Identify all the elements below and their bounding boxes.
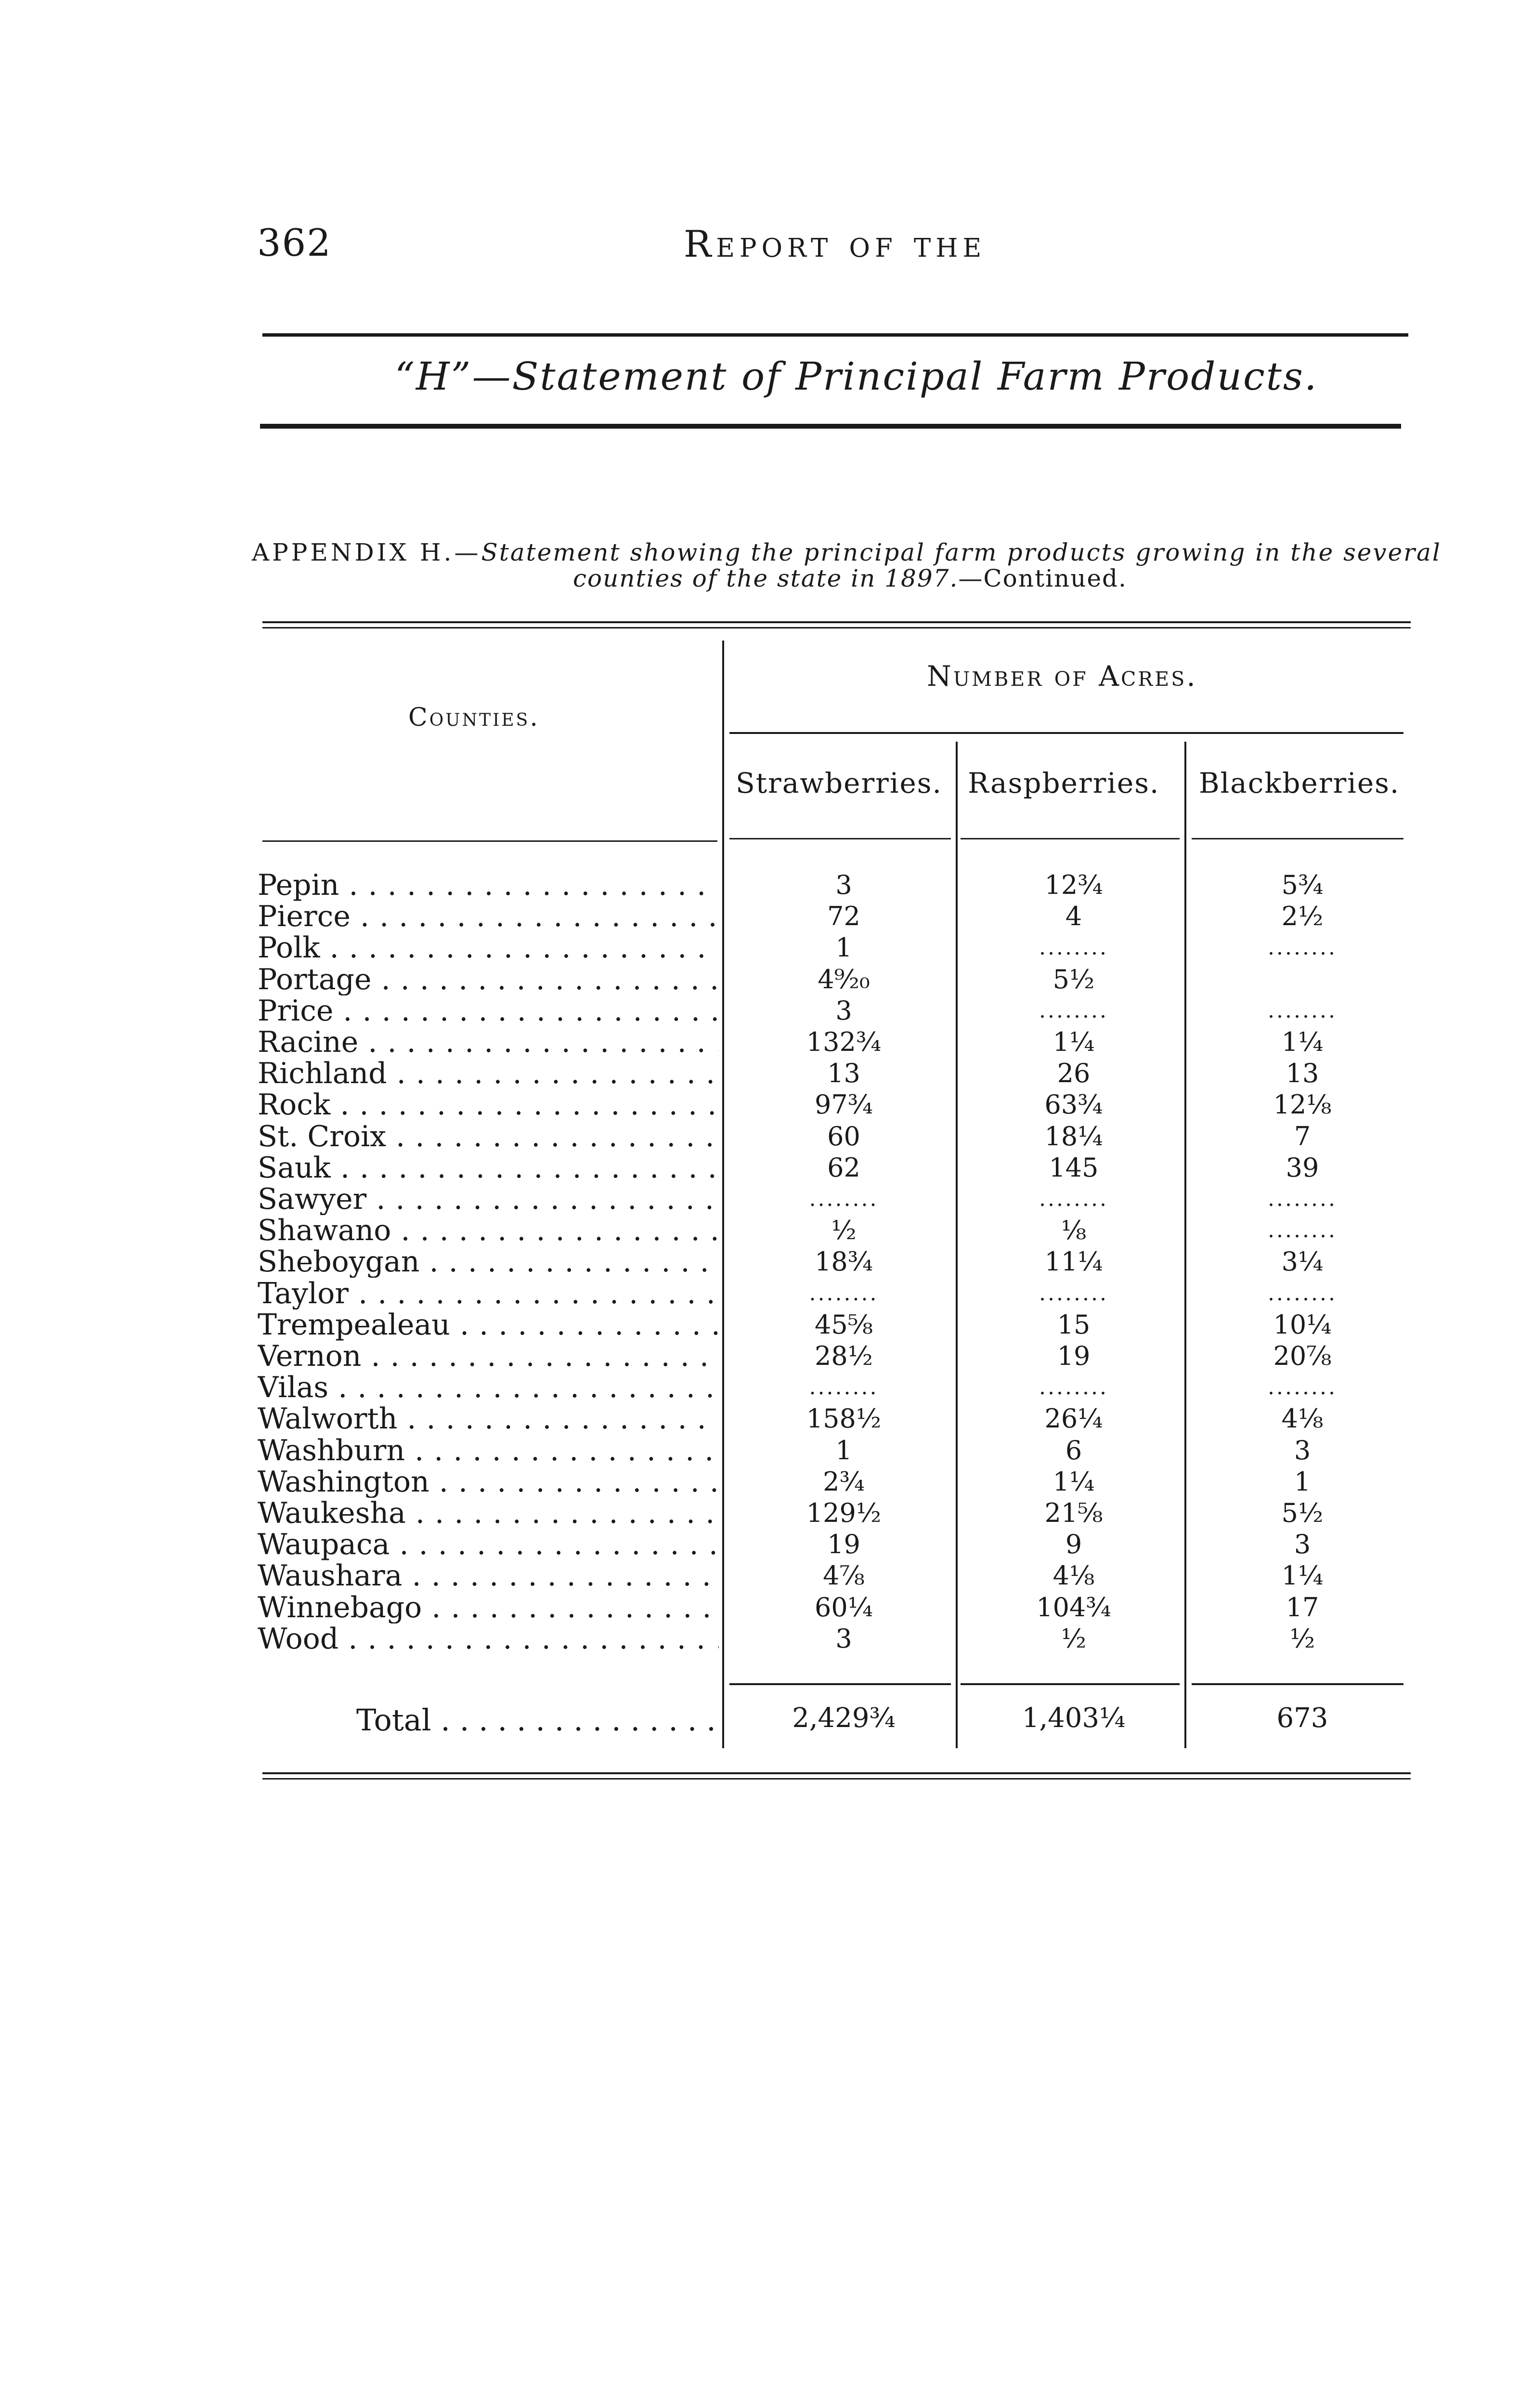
- table-cell-strawberries: ........: [809, 1187, 879, 1211]
- header-bottom-rule-c3: [1192, 838, 1403, 839]
- table-row-county: Pepin . . .: [258, 869, 719, 901]
- table-cell-blackberries: 3: [1294, 1435, 1311, 1466]
- table-cell-blackberries: ........: [1268, 1218, 1337, 1243]
- table-row-county: Wood . . .: [258, 1623, 719, 1655]
- table-cell-blackberries: 17: [1286, 1592, 1319, 1623]
- table-cell-blackberries: 2½: [1281, 901, 1324, 931]
- header-rule: [262, 333, 1408, 337]
- table-cell-blackberries: 1: [1294, 1466, 1311, 1497]
- table-cell-blackberries: 39: [1286, 1152, 1319, 1183]
- table-row-county: Shawano . . .: [258, 1215, 719, 1246]
- table-row-county: Sawyer . . .: [258, 1183, 719, 1215]
- table-cell-strawberries: 1: [835, 1435, 852, 1466]
- table-cell-strawberries: 62: [827, 1152, 860, 1183]
- table-cell-blackberries: 1¼: [1281, 1560, 1324, 1591]
- table-cell-raspberries: 18¼: [1044, 1121, 1103, 1152]
- header-bottom-rule-c2: [961, 838, 1180, 839]
- total-rule-c3: [1192, 1683, 1403, 1685]
- header-raspberries: Raspberries.: [968, 767, 1160, 799]
- table-cell-raspberries: 15: [1057, 1309, 1091, 1340]
- table-cell-raspberries: 11¼: [1044, 1246, 1103, 1277]
- header-counties: Counties.: [408, 703, 540, 732]
- header-bottom-rule-c1: [729, 838, 951, 839]
- table-row-county: Rock . . .: [258, 1089, 719, 1121]
- table-row-county: Trempealeau . . .: [258, 1309, 719, 1341]
- table-cell-raspberries: 1¼: [1052, 1027, 1095, 1057]
- table-cell-strawberries: 13: [827, 1058, 860, 1088]
- table-row-county: St. Croix . . .: [258, 1121, 719, 1152]
- table-cell-raspberries: 21⅝: [1044, 1498, 1103, 1528]
- table-cell-raspberries: ........: [1039, 935, 1108, 960]
- table-cell-raspberries: ½: [1061, 1623, 1087, 1654]
- table-cell-raspberries: 5½: [1052, 964, 1095, 995]
- table-cell-blackberries: ........: [1268, 998, 1337, 1023]
- page-number: 362: [257, 222, 332, 265]
- table-cell-strawberries: 60: [827, 1121, 860, 1152]
- total-blackberries: 673: [1276, 1702, 1328, 1734]
- table-row-county: Washburn . . .: [258, 1435, 719, 1466]
- section-title-rule: [260, 424, 1401, 429]
- table-cell-raspberries: 6: [1065, 1435, 1082, 1466]
- table-cell-raspberries: 12¾: [1044, 870, 1103, 900]
- header-number-of-acres: Number of Acres.: [927, 660, 1197, 693]
- table-cell-strawberries: 28½: [814, 1341, 873, 1371]
- table-bottom-rule: [262, 1772, 1411, 1774]
- table-cell-blackberries: ........: [1268, 1375, 1337, 1400]
- table-cell-strawberries: 3: [835, 1623, 852, 1654]
- table-cell-strawberries: 3: [835, 870, 852, 900]
- table-row-county: Waupaca . . .: [258, 1529, 719, 1560]
- table-cell-raspberries: 19: [1057, 1341, 1091, 1371]
- table-cell-strawberries: 19: [827, 1529, 860, 1559]
- table-cell-strawberries: 132¾: [806, 1027, 882, 1057]
- table-row-county: Portage . . .: [258, 964, 719, 995]
- table-row-county: Price . . .: [258, 995, 719, 1027]
- table-top-rule-2: [262, 627, 1411, 628]
- table-cell-raspberries: ........: [1039, 1187, 1108, 1211]
- table-cell-strawberries: 97¾: [814, 1089, 873, 1120]
- table-cell-raspberries: 4⅛: [1052, 1560, 1095, 1591]
- appendix-caption-continued: [573, 564, 1127, 592]
- table-cell-raspberries: 104¾: [1036, 1592, 1111, 1623]
- table-cell-strawberries: 2¾: [823, 1466, 865, 1497]
- table-row-county: Sheboygan . . .: [258, 1246, 719, 1278]
- table-cell-blackberries: ........: [1268, 1187, 1337, 1211]
- table-cell-blackberries: ½: [1289, 1623, 1315, 1654]
- table-cell-raspberries: 145: [1049, 1152, 1099, 1183]
- table-cell-blackberries: 4⅛: [1281, 1403, 1324, 1434]
- table-cell-strawberries: 45⅝: [814, 1309, 873, 1340]
- table-row-county: Walworth . . .: [258, 1403, 719, 1435]
- table-row-county: Sauk . . .: [258, 1152, 719, 1184]
- table-top-rule: [262, 621, 1411, 623]
- table-cell-strawberries: 18¾: [814, 1246, 873, 1277]
- table-cell-raspberries: 26¼: [1044, 1403, 1103, 1434]
- table-cell-strawberries: 158½: [806, 1403, 882, 1434]
- table-row-county: Vernon . . .: [258, 1340, 719, 1372]
- table-cell-strawberries: ½: [831, 1215, 857, 1245]
- table-cell-raspberries: 4: [1065, 901, 1082, 931]
- table-cell-raspberries: 9: [1065, 1529, 1082, 1559]
- header-bottom-rule-counties: [262, 840, 717, 842]
- running-head: Report of the: [684, 222, 987, 265]
- table-cell-blackberries: 5½: [1281, 1498, 1324, 1528]
- appendix-caption-text: Statement showing the principal farm products growing in the several: [481, 538, 1442, 566]
- table-cell-raspberries: 26: [1057, 1058, 1091, 1088]
- total-raspberries: 1,403¼: [1022, 1702, 1126, 1734]
- table-cell-strawberries: 129½: [806, 1498, 882, 1528]
- appendix-caption: [252, 538, 1442, 566]
- table-row-county: Racine . . .: [258, 1026, 719, 1058]
- table-cell-raspberries: ........: [1039, 998, 1108, 1023]
- table-row-county: Washington . . .: [258, 1466, 719, 1498]
- table-cell-blackberries: 7: [1294, 1121, 1311, 1152]
- table-cell-raspberries: ⅛: [1061, 1215, 1087, 1245]
- table-row-county: Pierce . . .: [258, 901, 719, 932]
- table-cell-blackberries: ........: [1268, 935, 1337, 960]
- table-cell-blackberries: ........: [1268, 1281, 1337, 1306]
- table-row-county: Waukesha . . .: [258, 1497, 719, 1529]
- table-cell-strawberries: ........: [809, 1375, 879, 1400]
- table-cell-strawberries: 60¼: [814, 1592, 873, 1623]
- table-cell-strawberries: 4⁹⁄₂₀: [818, 964, 870, 995]
- table-cell-blackberries: 5¾: [1281, 870, 1324, 900]
- table-cell-raspberries: 1¼: [1052, 1466, 1095, 1497]
- continued-label: —Continued.: [958, 564, 1127, 592]
- table-cell-blackberries: 3¼: [1281, 1246, 1324, 1277]
- table-cell-strawberries: 1: [835, 932, 852, 963]
- table-cell-raspberries: ........: [1039, 1375, 1108, 1400]
- table-cell-strawberries: 72: [827, 901, 860, 931]
- table-cell-blackberries: 13: [1286, 1058, 1319, 1088]
- table-row-county: Polk . . .: [258, 932, 719, 964]
- table-row-county: Vilas . . .: [258, 1372, 719, 1403]
- table-cell-strawberries: 3: [835, 995, 852, 1026]
- table-row-county: Waushara . . .: [258, 1560, 719, 1592]
- table-row-county: Richland . . .: [258, 1058, 719, 1089]
- table-cell-raspberries: 63¾: [1044, 1089, 1103, 1120]
- table-cell-raspberries: ........: [1039, 1281, 1108, 1306]
- total-rule-c2: [961, 1683, 1180, 1685]
- header-strawberries: Strawberries.: [736, 767, 942, 799]
- table-row-county: Taylor . . .: [258, 1278, 719, 1309]
- header-group-rule: [729, 732, 1403, 734]
- table-cell-blackberries: 10¼: [1273, 1309, 1332, 1340]
- table-cell-strawberries: ........: [809, 1281, 879, 1306]
- total-strawberries: 2,429¾: [792, 1702, 896, 1734]
- table-cell-blackberries: 12⅛: [1273, 1089, 1332, 1120]
- table-cell-blackberries: 20⅞: [1273, 1341, 1332, 1371]
- total-rule-c1: [729, 1683, 951, 1685]
- appendix-label: APPENDIX H.—: [252, 538, 481, 566]
- table-row-county: Winnebago . . .: [258, 1592, 719, 1623]
- table-cell-strawberries: 4⅞: [823, 1560, 865, 1591]
- table-cell-blackberries: 3: [1294, 1529, 1311, 1559]
- header-blackberries: Blackberries.: [1199, 767, 1400, 799]
- table-bottom-rule-2: [262, 1778, 1411, 1780]
- section-title: “H”—Statement of Principal Farm Products.: [395, 354, 1318, 399]
- column-divider-counties: [722, 641, 724, 1748]
- appendix-caption-text-2: counties of the state in 1897.: [573, 564, 959, 592]
- total-label: Total . . .: [356, 1702, 722, 1738]
- table-cell-blackberries: 1¼: [1281, 1027, 1324, 1057]
